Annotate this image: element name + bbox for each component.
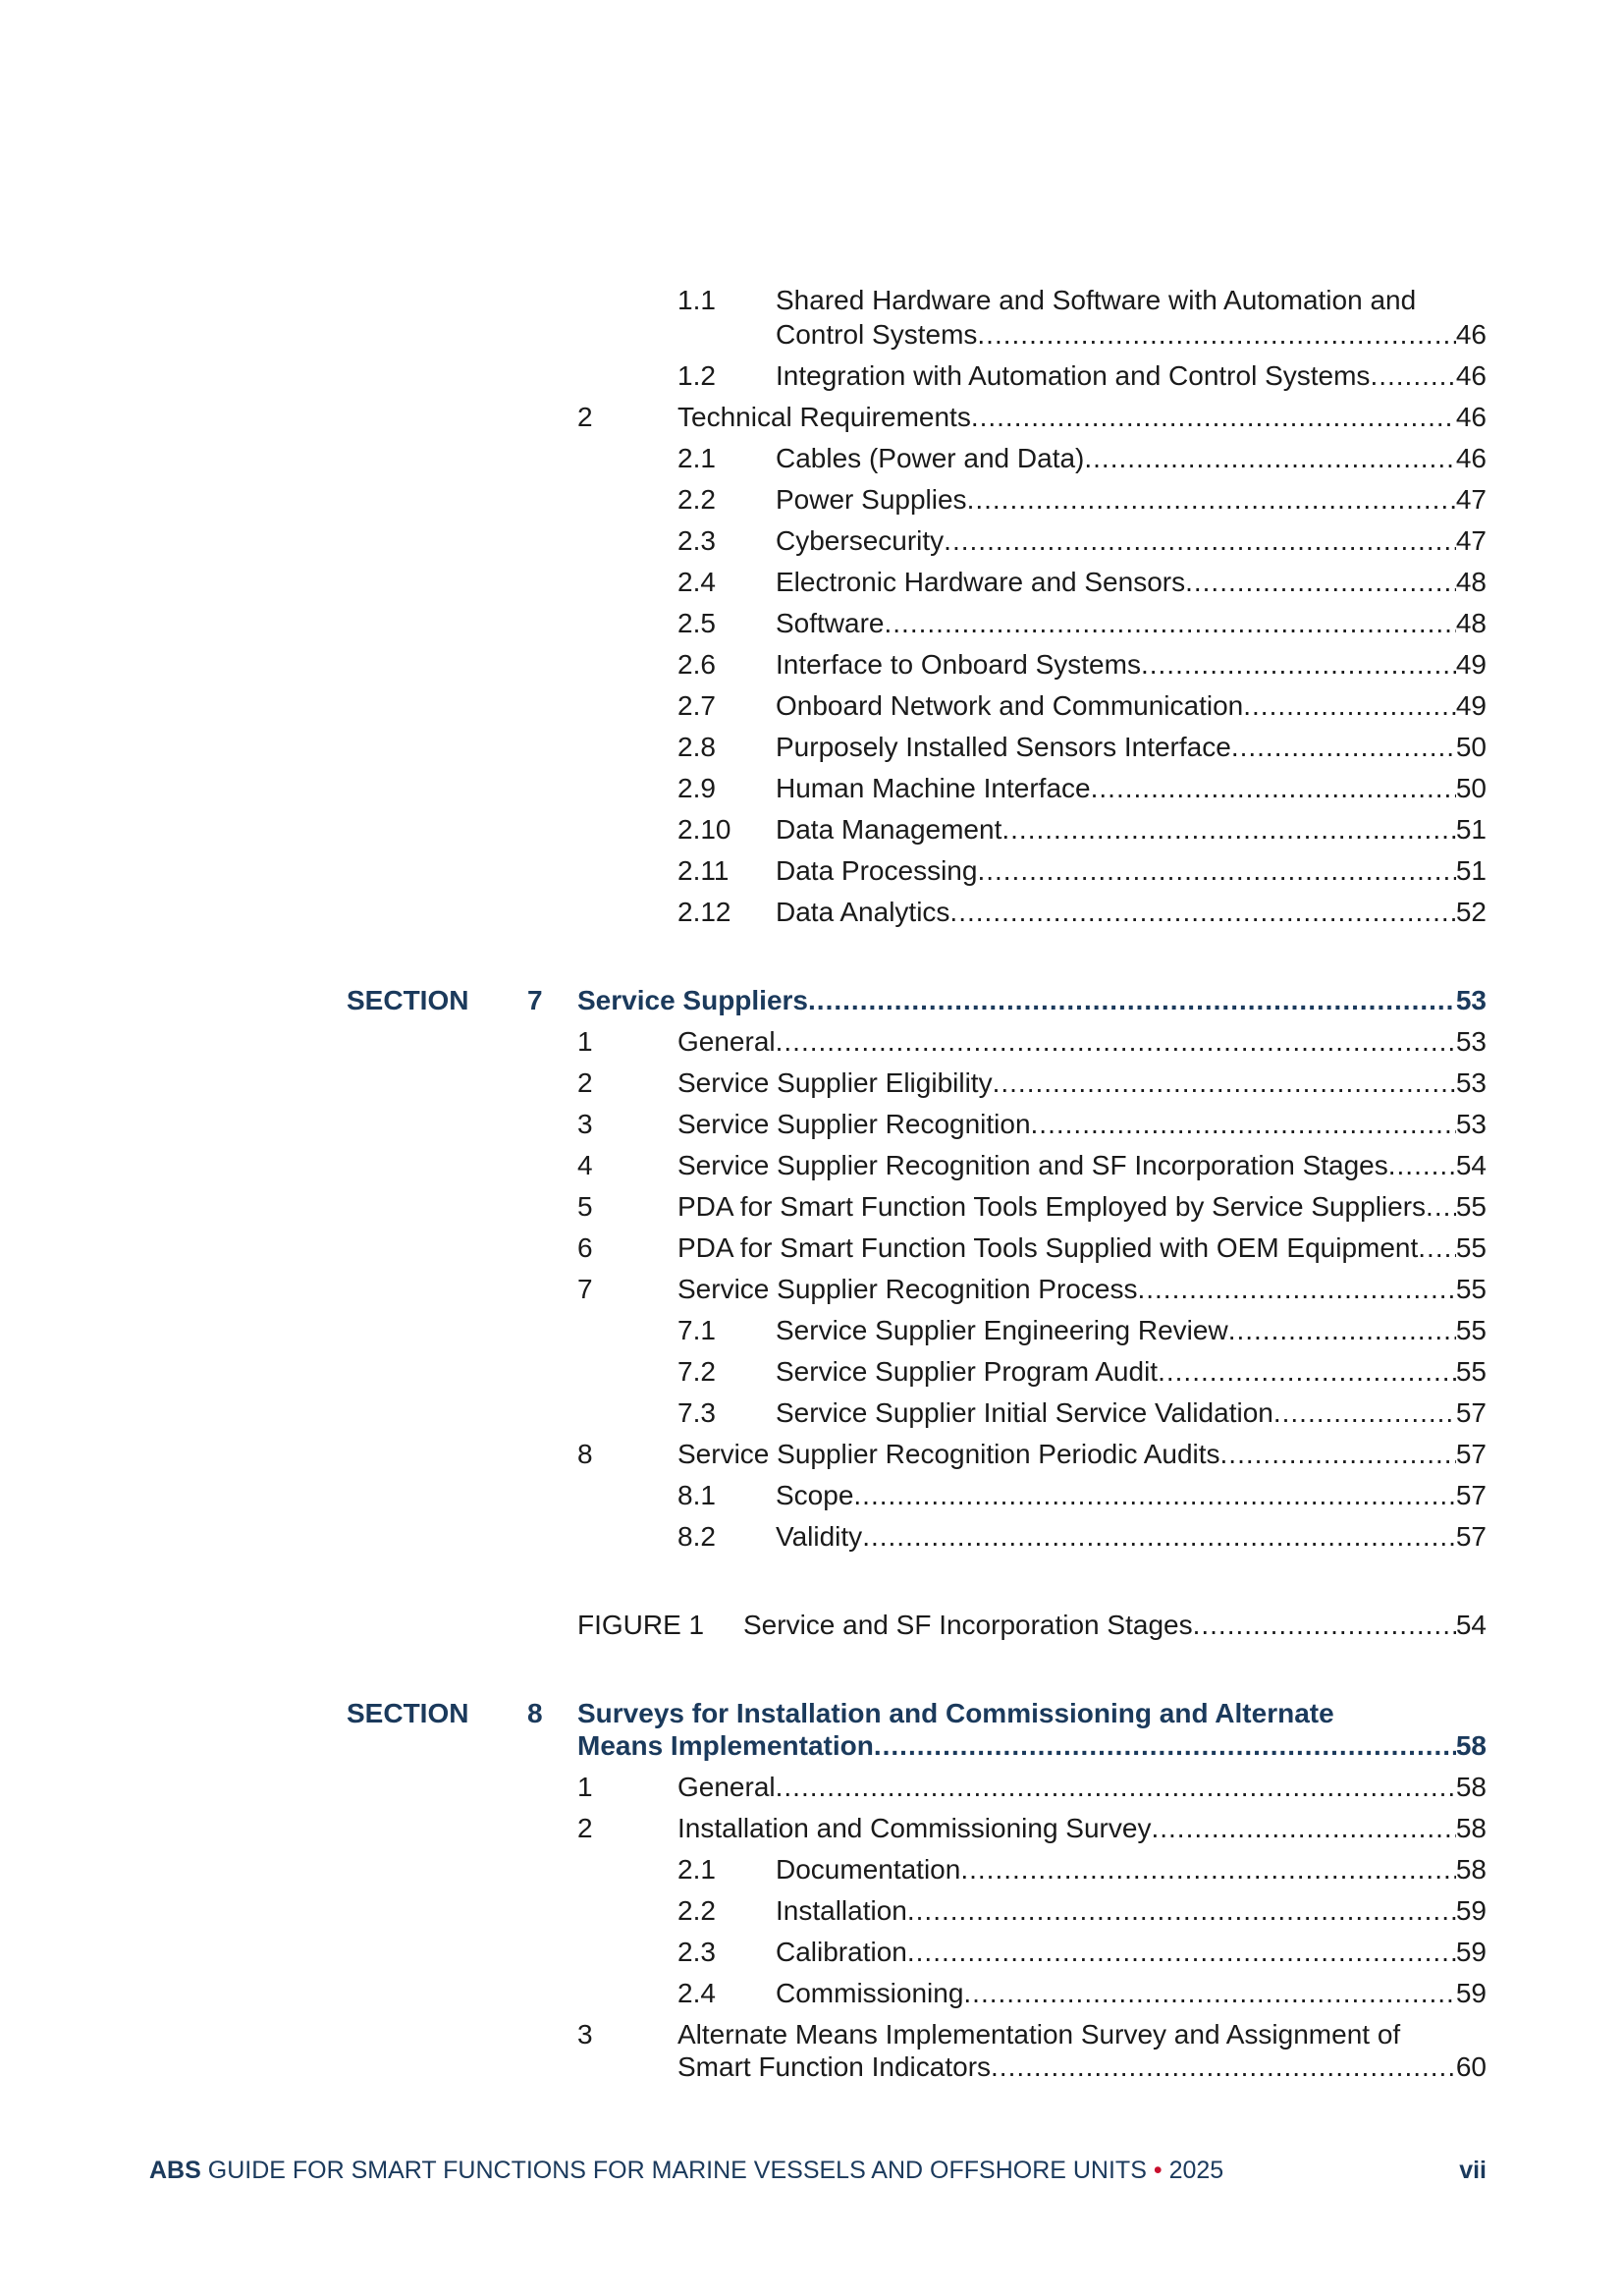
toc-entry[interactable] — [0, 438, 1623, 479]
dot-leader — [1418, 1228, 1456, 1269]
toc-entry[interactable] — [0, 768, 1623, 809]
dot-leader — [1220, 1434, 1456, 1475]
entry-number: 2.1 — [677, 443, 716, 473]
entry-number: 2.7 — [677, 690, 716, 721]
dot-leader — [885, 603, 1456, 644]
section-page: 58 — [1455, 1730, 1487, 1761]
toc-entry[interactable] — [0, 1186, 1623, 1228]
entry-page: 57 — [1455, 1521, 1487, 1552]
toc-entry[interactable] — [0, 1973, 1623, 2014]
toc-entry[interactable] — [0, 562, 1623, 603]
entry-page: 59 — [1455, 1937, 1487, 1967]
entry-page: 51 — [1455, 855, 1487, 886]
entry-number: 2.9 — [677, 773, 716, 803]
entry-title: Service Supplier Recognition Process — [677, 1274, 1138, 1304]
page-footer — [149, 2151, 1487, 2190]
dot-leader — [977, 850, 1455, 892]
entry-page: 46 — [1455, 319, 1487, 350]
entry-title: Calibration — [776, 1937, 907, 1967]
toc-entry[interactable] — [0, 603, 1623, 644]
toc-entry[interactable] — [0, 479, 1623, 520]
entry-page: 48 — [1455, 567, 1487, 597]
dot-leader — [960, 1849, 1456, 1890]
entry-number: 2.6 — [677, 649, 716, 680]
toc-entry[interactable] — [0, 850, 1623, 892]
dot-leader — [1185, 562, 1456, 603]
entry-page: 46 — [1455, 360, 1487, 391]
figure-page: 54 — [1455, 1610, 1487, 1640]
dot-leader — [991, 2047, 1456, 2088]
entry-title: Integration with Automation and Control Systems — [776, 360, 1371, 391]
entry-title: Service Supplier Eligibility — [677, 1067, 993, 1098]
dot-leader — [1228, 1310, 1456, 1351]
toc-entry[interactable] — [0, 1393, 1623, 1434]
dot-leader — [1370, 355, 1455, 397]
entry-page: 47 — [1455, 525, 1487, 556]
dot-leader — [1193, 1605, 1456, 1646]
entry-number: 7.3 — [677, 1397, 716, 1428]
dot-leader — [776, 1767, 1456, 1808]
dot-leader — [1084, 438, 1455, 479]
entry-page: 55 — [1455, 1232, 1487, 1263]
entry-page: 55 — [1455, 1274, 1487, 1304]
figure-entry[interactable] — [0, 1605, 1623, 1646]
entry-title: Onboard Network and Communication — [776, 690, 1244, 721]
toc-entry[interactable] — [0, 892, 1623, 933]
entry-title: Commissioning — [776, 1978, 964, 2008]
figure-label: FIGURE 1 — [577, 1610, 705, 1640]
entry-page: 55 — [1455, 1315, 1487, 1345]
entry-title: Validity — [776, 1521, 863, 1552]
entry-title: Service Supplier Initial Service Validation — [776, 1397, 1273, 1428]
dot-leader — [1273, 1393, 1456, 1434]
entry-page: 59 — [1455, 1895, 1487, 1926]
toc-entry[interactable] — [0, 1849, 1623, 1890]
section-number: 7 — [527, 985, 543, 1015]
toc-entry[interactable] — [0, 314, 1623, 355]
entry-title: General — [677, 1772, 776, 1802]
entry-number: 5 — [577, 1191, 593, 1222]
entry-number: 4 — [577, 1150, 593, 1180]
entry-number: 2.8 — [677, 732, 716, 762]
entry-title: Human Machine Interface — [776, 773, 1091, 803]
footer-year: 2025 — [1168, 2157, 1224, 2184]
toc-entry[interactable] — [0, 1228, 1623, 1269]
entry-number: 1.1 — [677, 285, 716, 315]
entry-title: Cybersecurity — [776, 525, 945, 556]
entry-number: 2.1 — [677, 1854, 716, 1885]
entry-number: 2 — [577, 1067, 593, 1098]
entry-number: 3 — [577, 2019, 593, 2050]
entry-title: Installation — [776, 1895, 907, 1926]
entry-number: 7.2 — [677, 1356, 716, 1387]
dot-leader — [944, 520, 1456, 562]
dot-leader — [971, 397, 1456, 438]
entry-number: 1.2 — [677, 360, 716, 391]
entry-page: 57 — [1455, 1439, 1487, 1469]
entry-title: PDA for Smart Function Tools Employed by Service Suppliers — [677, 1191, 1427, 1222]
toc-entry[interactable] — [0, 1516, 1623, 1558]
entry-title: Installation and Commissioning Survey — [677, 1813, 1152, 1843]
entry-page: 51 — [1455, 814, 1487, 845]
dot-leader — [1426, 1186, 1456, 1228]
toc-entry[interactable] — [0, 727, 1623, 768]
entry-number: 2.11 — [677, 855, 730, 886]
toc-entry[interactable] — [0, 1475, 1623, 1516]
entry-number: 8.2 — [677, 1521, 716, 1552]
dot-leader — [993, 1063, 1456, 1104]
dot-leader — [853, 1475, 1455, 1516]
dot-leader — [967, 479, 1456, 520]
toc-entry[interactable] — [0, 685, 1623, 727]
toc-entry[interactable] — [0, 809, 1623, 850]
entry-title: Service Supplier Engineering Review — [776, 1315, 1228, 1345]
entry-number: 1 — [577, 1772, 593, 1802]
entry-page: 46 — [1455, 402, 1487, 432]
entry-page: 46 — [1455, 443, 1487, 473]
entry-title: Service Supplier Program Audit — [776, 1356, 1159, 1387]
entry-title: Shared Hardware and Software with Automation and — [776, 285, 1417, 315]
entry-page: 49 — [1455, 690, 1487, 721]
toc-entry[interactable] — [0, 1434, 1623, 1475]
section-label: SECTION — [347, 985, 469, 1015]
entry-number: 2.12 — [677, 897, 731, 927]
entry-page: 58 — [1455, 1813, 1487, 1843]
toc-entry[interactable] — [0, 1145, 1623, 1186]
entry-title: PDA for Smart Function Tools Supplied with OEM Equipment — [677, 1232, 1419, 1263]
entry-number: 2 — [577, 402, 593, 432]
entry-number: 2.3 — [677, 1937, 716, 1967]
dot-leader — [1231, 727, 1456, 768]
dot-leader — [1243, 685, 1456, 727]
entry-number: 2.2 — [677, 1895, 716, 1926]
entry-number: 2.4 — [677, 1978, 716, 2008]
toc-entry[interactable] — [0, 1021, 1623, 1063]
entry-number: 2.4 — [677, 567, 716, 597]
entry-title: Technical Requirements — [677, 402, 971, 432]
dot-leader — [1091, 768, 1456, 809]
entry-number: 8.1 — [677, 1480, 716, 1510]
entry-title: Alternate Means Implementation Survey and Assignment of — [677, 2019, 1401, 2050]
toc-entry[interactable] — [0, 1269, 1623, 1310]
entry-title: Purposely Installed Sensors Interface — [776, 732, 1231, 762]
entry-page: 53 — [1455, 1109, 1487, 1139]
entry-title: Data Analytics — [776, 897, 950, 927]
entry-title: General — [677, 1026, 776, 1057]
section-title: Surveys for Installation and Commissioning and Alternate — [577, 1698, 1334, 1728]
dot-leader — [1001, 809, 1455, 850]
toc-entry[interactable] — [0, 355, 1623, 397]
toc-entry[interactable] — [0, 1767, 1623, 1808]
entry-title: Software — [776, 608, 885, 638]
dot-leader — [776, 1021, 1456, 1063]
entry-page: 50 — [1455, 732, 1487, 762]
entry-number: 7.1 — [677, 1315, 716, 1345]
dot-leader — [949, 892, 1455, 933]
entry-page: 52 — [1455, 897, 1487, 927]
toc-entry[interactable] — [0, 1808, 1623, 1849]
entry-number: 2 — [577, 1813, 593, 1843]
entry-title: Smart Function Indicators — [677, 2051, 992, 2082]
dot-leader — [963, 1973, 1455, 2014]
entry-title: Service Supplier Recognition — [677, 1109, 1031, 1139]
dot-leader — [907, 1890, 1456, 1932]
entry-page: 59 — [1455, 1978, 1487, 2008]
dot-leader — [1031, 1104, 1456, 1145]
toc-entry[interactable] — [0, 1063, 1623, 1104]
entry-page: 60 — [1455, 2051, 1487, 2082]
section-heading-cont[interactable] — [0, 1725, 1623, 1767]
entry-number: 2.2 — [677, 484, 716, 515]
dot-leader — [808, 980, 1456, 1021]
entry-page: 48 — [1455, 608, 1487, 638]
toc-entry[interactable] — [0, 2047, 1623, 2088]
footer-bullet: • — [1153, 2157, 1163, 2184]
entry-number: 6 — [577, 1232, 593, 1263]
entry-page: 53 — [1455, 1067, 1487, 1098]
entry-title: Data Processing — [776, 855, 978, 886]
page-number: vii — [1459, 2157, 1487, 2184]
figure-title: Service and SF Incorporation Stages — [743, 1610, 1193, 1640]
entry-number: 2.5 — [677, 608, 716, 638]
entry-page: 54 — [1455, 1150, 1487, 1180]
entry-page: 58 — [1455, 1772, 1487, 1802]
entry-page: 55 — [1455, 1356, 1487, 1387]
section-title: Service Suppliers — [577, 985, 809, 1015]
entry-title: Documentation — [776, 1854, 961, 1885]
section-heading[interactable] — [0, 980, 1623, 1021]
entry-title: Power Supplies — [776, 484, 967, 515]
toc-entry[interactable] — [0, 1890, 1623, 1932]
section-label: SECTION — [347, 1698, 469, 1728]
dot-leader — [1158, 1351, 1456, 1393]
toc-entry[interactable] — [0, 1351, 1623, 1393]
dot-leader — [862, 1516, 1456, 1558]
dot-leader — [874, 1725, 1456, 1767]
toc-entry[interactable] — [0, 1104, 1623, 1145]
dot-leader — [1388, 1145, 1456, 1186]
entry-page: 57 — [1455, 1480, 1487, 1510]
entry-page: 58 — [1455, 1854, 1487, 1885]
entry-number: 8 — [577, 1439, 593, 1469]
entry-title: Data Management — [776, 814, 1002, 845]
entry-page: 50 — [1455, 773, 1487, 803]
entry-number: 3 — [577, 1109, 593, 1139]
entry-title: Scope — [776, 1480, 854, 1510]
dot-leader — [1137, 1269, 1455, 1310]
section-number: 8 — [527, 1698, 543, 1728]
toc-entry[interactable] — [0, 397, 1623, 438]
entry-title: Electronic Hardware and Sensors — [776, 567, 1186, 597]
entry-page: 49 — [1455, 649, 1487, 680]
section-page: 53 — [1455, 985, 1487, 1015]
dot-leader — [1151, 1808, 1455, 1849]
entry-title: Service Supplier Recognition and SF Incorporation Stages — [677, 1150, 1388, 1180]
entry-page: 47 — [1455, 484, 1487, 515]
entry-number: 2.3 — [677, 525, 716, 556]
footer-title: GUIDE FOR SMART FUNCTIONS FOR MARINE VESSELS AND OFFSHORE UNITS — [207, 2157, 1147, 2184]
toc-entry[interactable] — [0, 1932, 1623, 1973]
section-title: Means Implementation — [577, 1730, 874, 1761]
entry-page: 57 — [1455, 1397, 1487, 1428]
abs-logo-text: ABS — [149, 2157, 201, 2184]
entry-title: Service Supplier Recognition Periodic Audits — [677, 1439, 1220, 1469]
entry-number: 2.10 — [677, 814, 731, 845]
entry-title: Cables (Power and Data) — [776, 443, 1085, 473]
toc-entry[interactable] — [0, 1310, 1623, 1351]
dot-leader — [907, 1932, 1456, 1973]
entry-page: 55 — [1455, 1191, 1487, 1222]
toc-entry[interactable] — [0, 520, 1623, 562]
entry-page: 53 — [1455, 1026, 1487, 1057]
dot-leader — [1141, 644, 1456, 685]
entry-number: 1 — [577, 1026, 593, 1057]
entry-title: Control Systems — [776, 319, 978, 350]
dot-leader — [977, 314, 1455, 355]
entry-number: 7 — [577, 1274, 593, 1304]
entry-title: Interface to Onboard Systems — [776, 649, 1141, 680]
toc-entry[interactable] — [0, 644, 1623, 685]
